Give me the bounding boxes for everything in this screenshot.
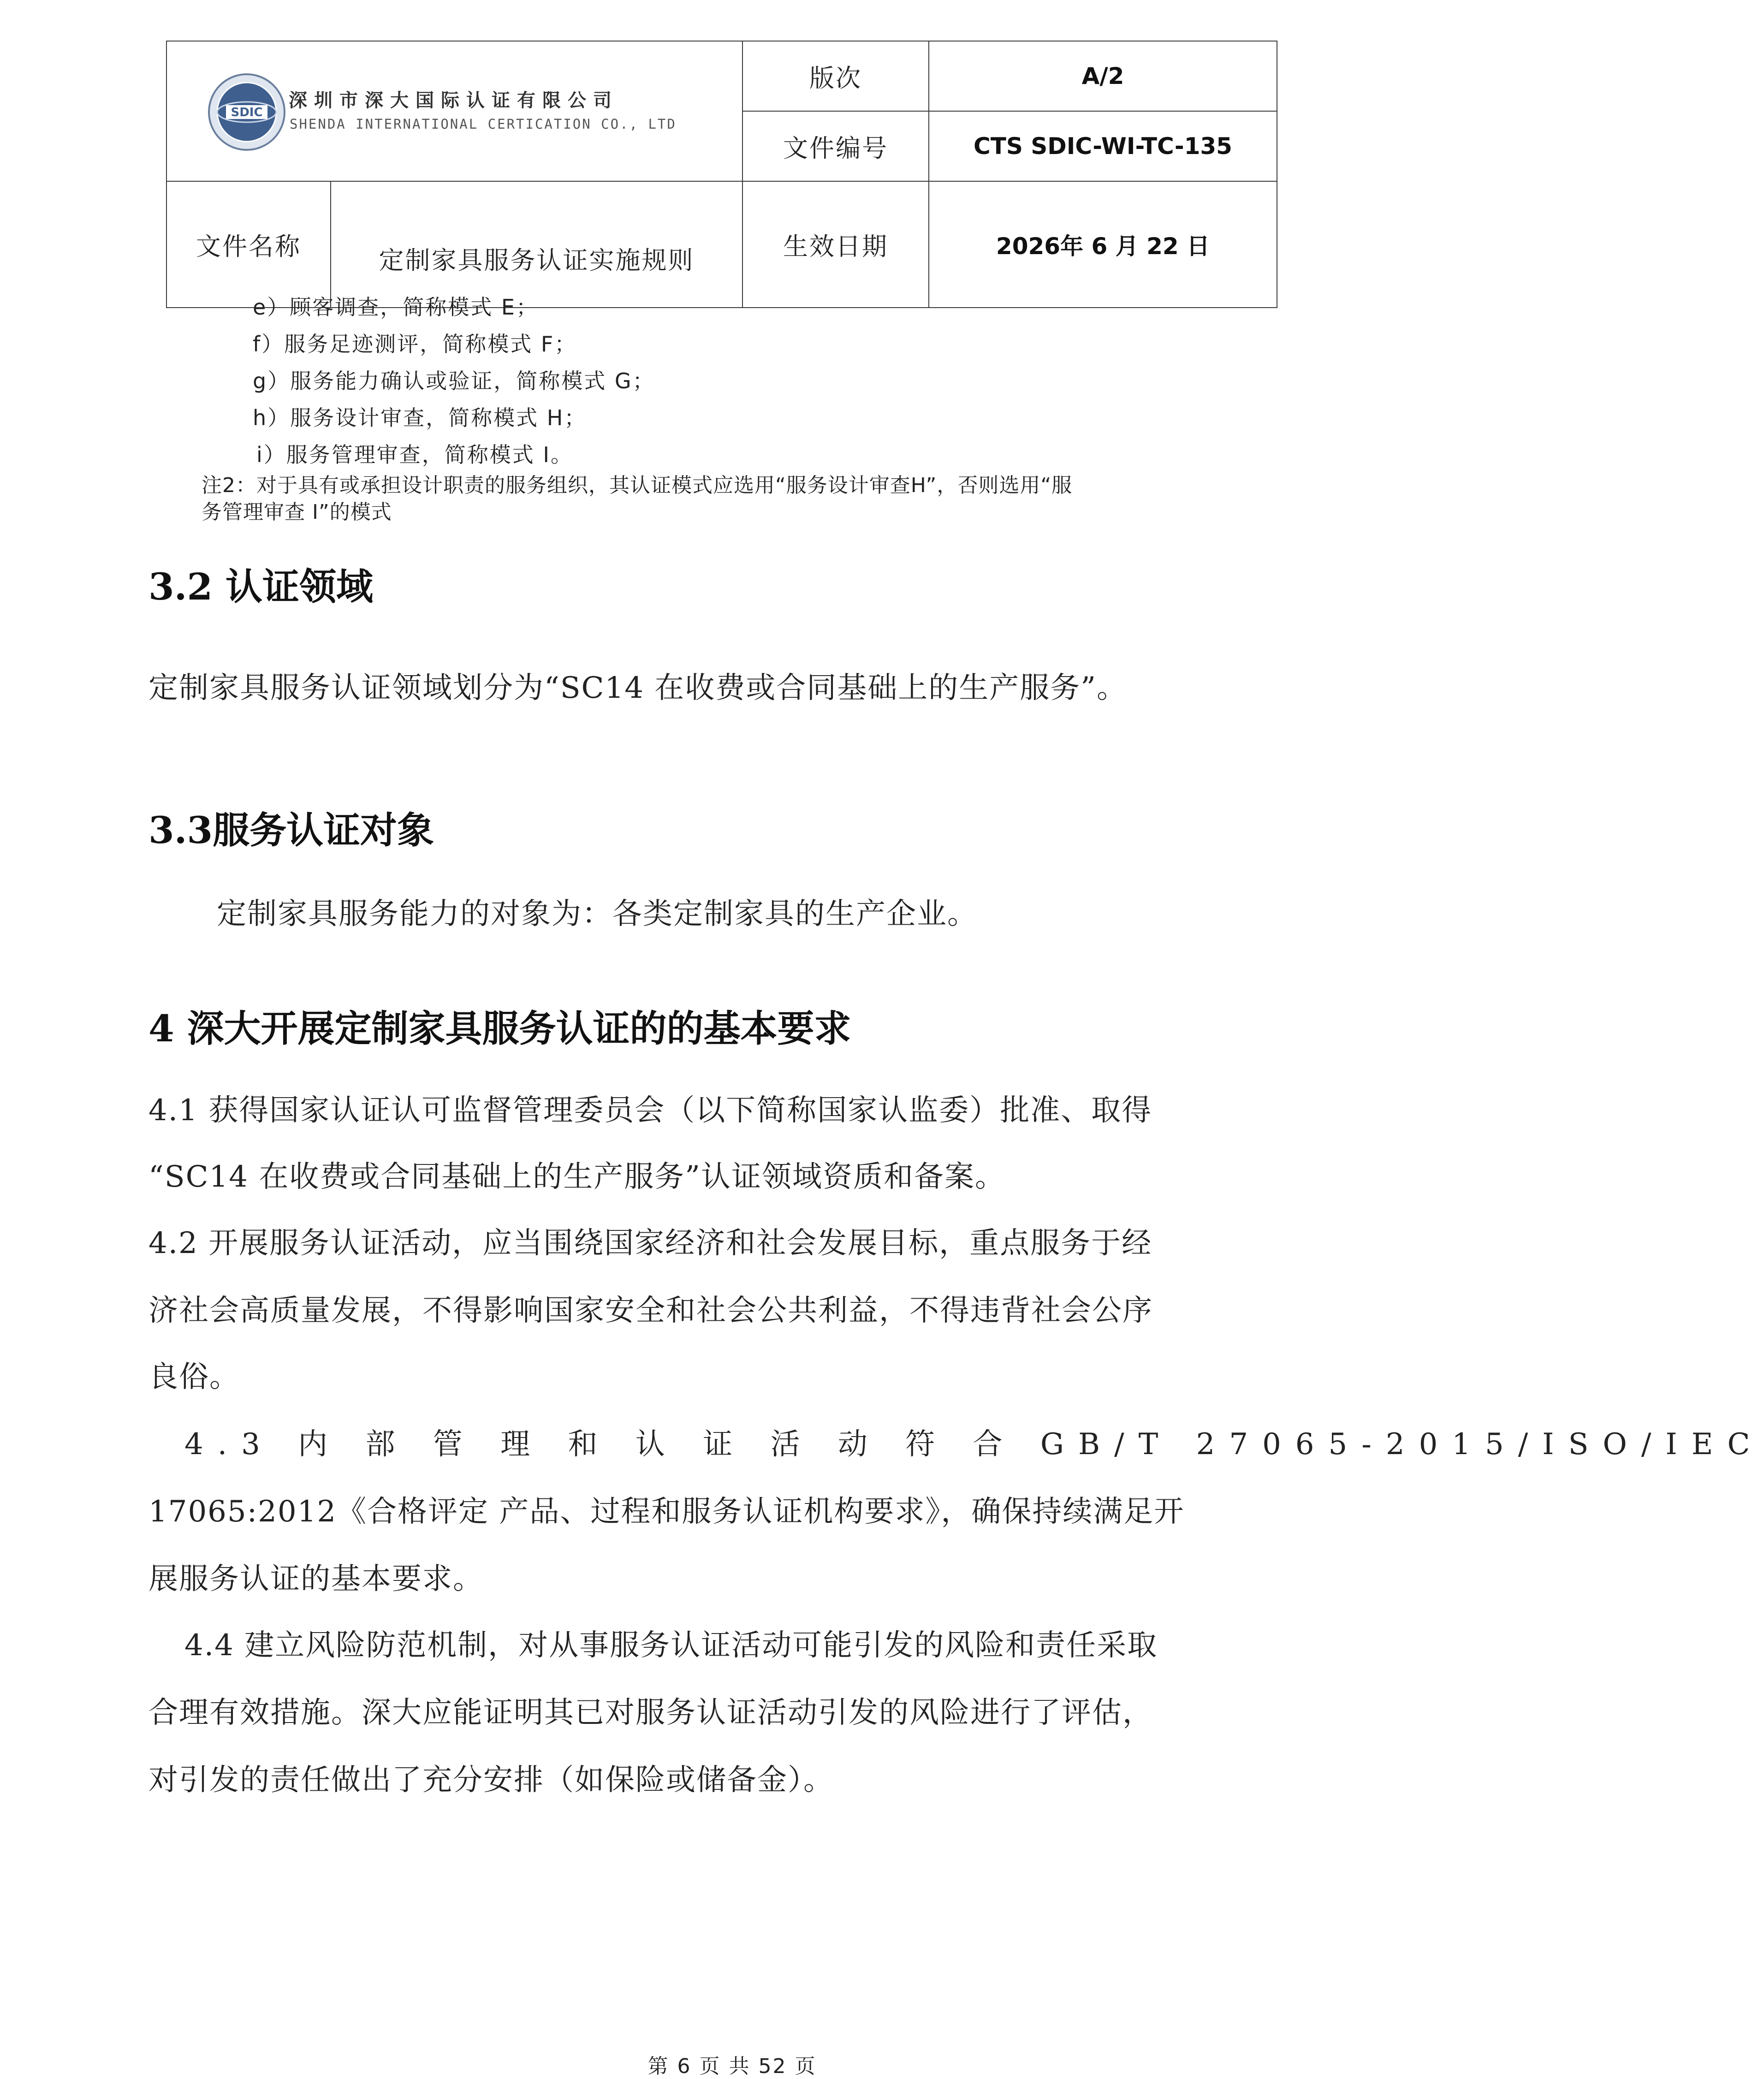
document-header-table [166, 41, 1277, 308]
heading-3-2: 3.2 认证领域 [148, 565, 374, 608]
paragraph-3-3: 定制家具服务能力的对象为：各类定制家具的生产企业。 [217, 897, 978, 931]
note-line-2: 务管理审查 I”的模式 [202, 500, 392, 524]
paragraph-4-1-line-1: 4.1 获得国家认证认可监督管理委员会（以下简称国家认监委）批准、取得 [148, 1093, 1152, 1128]
paragraph-4-2-line-3: 良俗。 [148, 1360, 240, 1394]
docno-value: CTS SDIC-WI-TC-135 [929, 111, 1277, 181]
list-item-g: g）服务能力确认或验证，简称模式 G； [253, 368, 655, 393]
paragraph-4-2-line-2: 济社会高质量发展，不得影响国家安全和社会公共利益，不得违背社会公序 [148, 1294, 1153, 1328]
paragraph-4-2-line-1: 4.2 开展服务认证活动，应当围绕国家经济和社会发展目标，重点服务于经 [148, 1226, 1152, 1260]
version-label: 版次 [742, 41, 929, 111]
company-logo [208, 73, 286, 153]
company-name-cn: 深圳市深大国际认证有限公司 [289, 90, 618, 111]
company-name-en: SHENDA INTERNATIONAL CERTICATION CO., LTD [290, 116, 677, 132]
paragraph-4-1-line-2: “SC14 在收费或合同基础上的生产服务”认证领域资质和备案。 [148, 1160, 1006, 1194]
date-value: 2026年 6 月 22 日 [929, 181, 1277, 308]
paragraph-3-2: 定制家具服务认证领域划分为“SC14 在收费或合同基础上的生产服务”。 [148, 671, 1128, 705]
logo-text: SDIC [231, 106, 263, 119]
paragraph-4-3-line-1: 4.3 内 部 管 理 和 认 证 活 动 符 合 GB/T 27065-2015/ISO/IEC [184, 1427, 1764, 1461]
list-item-f: f）服务足迹测评，简称模式 F； [253, 332, 577, 356]
list-item-e: e）顾客调查，简称模式 E； [253, 295, 539, 320]
paragraph-4-3-line-2: 17065:2012《合格评定 产品、过程和服务认证机构要求》，确保持续满足开 [148, 1495, 1185, 1529]
heading-4: 4 深大开展定制家具服务认证的的基本要求 [148, 1007, 851, 1050]
docname-value: 定制家具服务认证实施规则 [379, 245, 695, 275]
docname-label: 文件名称 [167, 182, 331, 307]
company-logo-cell [166, 41, 742, 181]
list-item-h: h）服务设计审查，简称模式 H； [253, 405, 587, 430]
list-item-i: i）服务管理审查，简称模式 I。 [256, 442, 573, 467]
heading-3-3: 3.3服务认证对象 [148, 808, 434, 852]
paragraph-4-4-line-3: 对引发的责任做出了充分安排（如保险或储备金）。 [148, 1763, 834, 1797]
paragraph-4-3-line-3: 展服务认证的基本要求。 [148, 1562, 483, 1596]
paragraph-4-4-line-1: 4.4 建立风险防范机制，对从事服务认证活动可能引发的风险和责任采取 [184, 1628, 1158, 1663]
note-line-1: 注2：对于具有或承担设计职责的服务组织，其认证模式应选用“服务设计审查H”，否则选用“服 [202, 474, 1073, 497]
paragraph-4-4-line-2: 合理有效措施。深大应能证明其已对服务认证活动引发的风险进行了评估， [148, 1696, 1153, 1730]
date-label: 生效日期 [742, 181, 929, 308]
docno-label: 文件编号 [742, 111, 929, 181]
version-value: A/2 [929, 41, 1277, 111]
page-footer: 第 6 页 共 52 页 [647, 2055, 817, 2078]
